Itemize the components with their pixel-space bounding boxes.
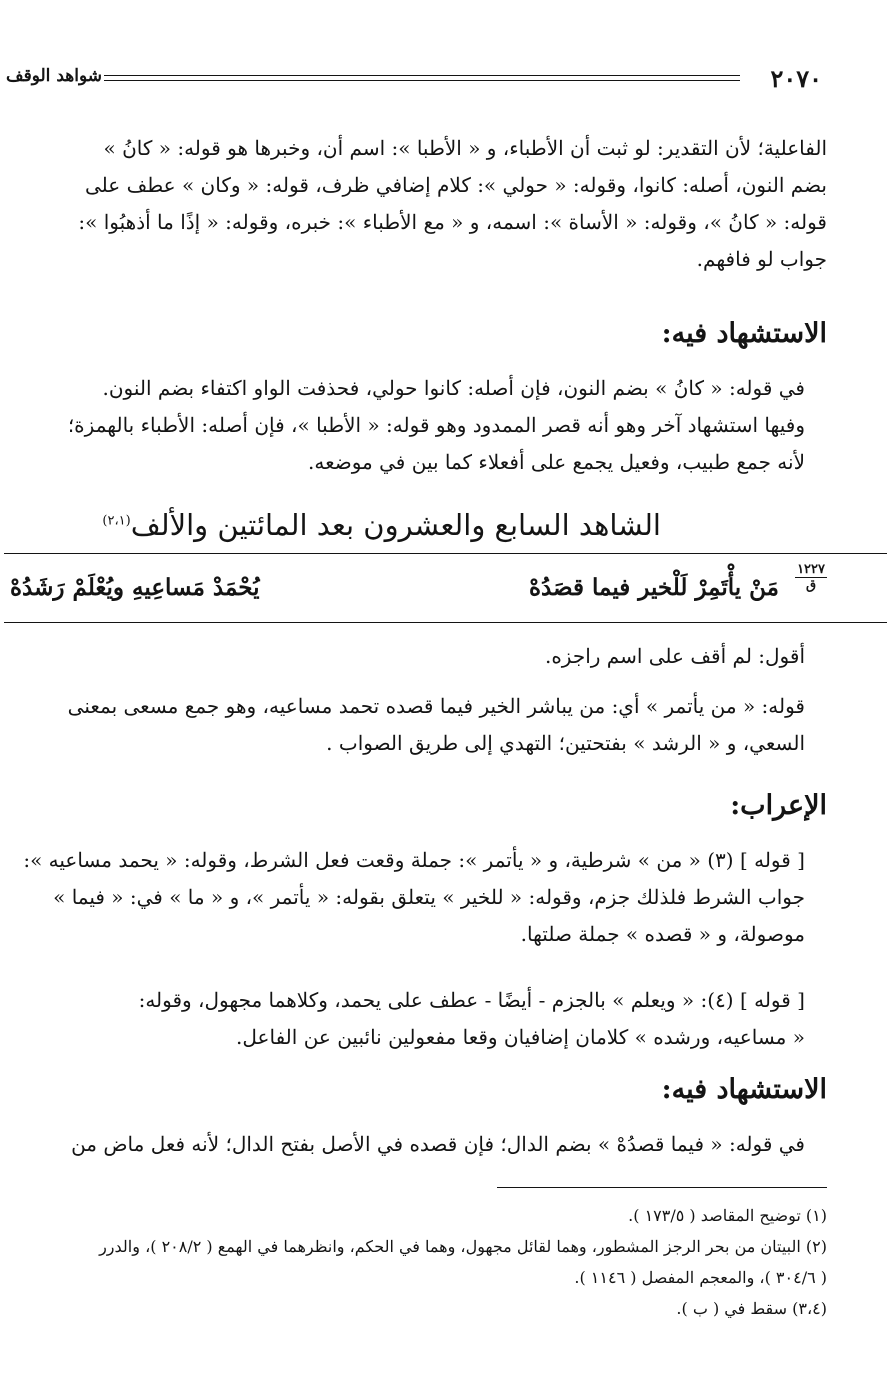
section-heading-irab: الإعراب: [730,790,827,821]
running-header [4,64,822,94]
paragraph-aqul [4,638,827,675]
text-line: لأنه جمع طبيب، وفعيل يجمع على أفعلاء كما بين في موضعه. [308,450,805,474]
footnote-3-4: (٣،٤) سقط في ( ب ). [676,1299,827,1318]
text-line: في قوله: « فيما قصدُهْ » بضم الدال؛ فإن قصده في الأصل بفتح الدال؛ لأنه فعل ماض من [71,1132,805,1156]
text-line: السعي، و « الرشد » بفتحتين؛ التهدي إلى طريق الصواب . [326,731,805,755]
verse-rule-bottom [4,622,887,623]
verse-hemistich-first: مَنْ يأْتَمِرْ لَلْخير فيما قصَدُهْ [528,574,779,601]
paragraph-continuation [4,130,827,278]
text-line: قوله: « كانُ »، وقوله: « الأساة »: اسمه، و « مع الأطباء »: خبره، وقوله: « إذًا ما أذهبُوا »: [78,210,827,234]
header-double-rule [104,75,740,81]
text-line: « مساعيه، ورشده » كلامان إضافيان وقعا مفعولين نائبين عن الفاعل. [236,1025,805,1049]
section-heading-istishhad-2: الاستشهاد فيه: [661,1074,827,1105]
shahid-title-text: الشاهد السابع والعشرون بعد المائتين والألف [130,508,661,542]
shahid-title [102,508,661,542]
text-line: [ قوله ] (٤): « ويعلم » بالجزم - أيضًا - عطف على يحمد، وكلاهما مجهول، وقوله: [138,988,805,1012]
text-line: موصولة، و « قصده » جملة صلتها. [520,922,805,946]
text-line: أقول: لم أقف على اسم راجزه. [544,644,805,668]
text-line: الفاعلية؛ لأن التقدير: لو ثبت أن الأطباء، و « الأطبا »: اسم أن، وخبرها هو قوله: « كانُ » [103,136,827,160]
text-line: في قوله: « كانُ » بضم النون، فإن أصله: كانوا حولي، فحذفت الواو اكتفاء بضم النون. [102,376,805,400]
paragraph-istishhad [4,370,827,481]
text-line: وفيها استشهاد آخر وهو أنه قصر الممدود وهو قوله: « الأطبا »، فإن أصله: الأطباء بالهمزة؛ [67,413,805,437]
paragraph-explanation [4,688,827,762]
text-line: [ قوله ] (٣) « من » شرطية، و « يأتمر »: جملة وقعت فعل الشرط، وقوله: « يحمد مساعيه »: [23,848,805,872]
paragraph-istishhad-2 [4,1126,827,1163]
running-title: شواهد الوقف [6,66,102,86]
page-number: ٢٠٧٠ [770,64,822,93]
verse-line [10,562,827,612]
footnote-2-continued: ( ٣٠٤/٦ )، والمعجم المفصل ( ١١٤٦ ). [574,1268,827,1287]
text-line: جواب الشرط فلذلك جزم، وقوله: « للخير » يتعلق بقوله: « يأتمر »، و « ما » في: « فيما » [53,885,805,909]
footnote-separator [497,1187,827,1188]
section-heading-istishhad: الاستشهاد فيه: [661,318,827,349]
footnotes [4,1200,827,1324]
footnote-ref: (٢،١) [102,513,131,529]
footnote-1: (١) توضيح المقاصد ( ١٧٣/٥ ). [628,1206,827,1225]
verse-number [795,562,827,593]
text-line: قوله: « من يأتمر » أي: من يباشر الخير فيما قصده تحمد مساعيه، وهو جمع مسعى بمعنى [67,694,805,718]
paragraph-irab-2 [4,982,827,1056]
verse-meter-letter: ق [805,578,817,593]
verse-hemistich-second: يُحْمَدْ مَساعِيهِ ويُعْلَمْ رَشَدُهْ [10,574,260,601]
text-line: بضم النون، أصله: كانوا، وقوله: « حولي »: كلام إضافي ظرف، قوله: « وكان » عطف على [84,173,827,197]
verse-rule-top [4,553,887,554]
footnote-2: (٢) البيتان من بحر الرجز المشطور، وهما لقائل مجهول، وهما في الحكم، وانظرهما في الهمع ( ٢٠٨/٢ )، والدرر [99,1237,827,1256]
verse-number-value: ١٢٢٧ [797,562,825,577]
text-line: جواب لو فافهم. [696,247,827,271]
paragraph-irab-1 [4,842,827,953]
